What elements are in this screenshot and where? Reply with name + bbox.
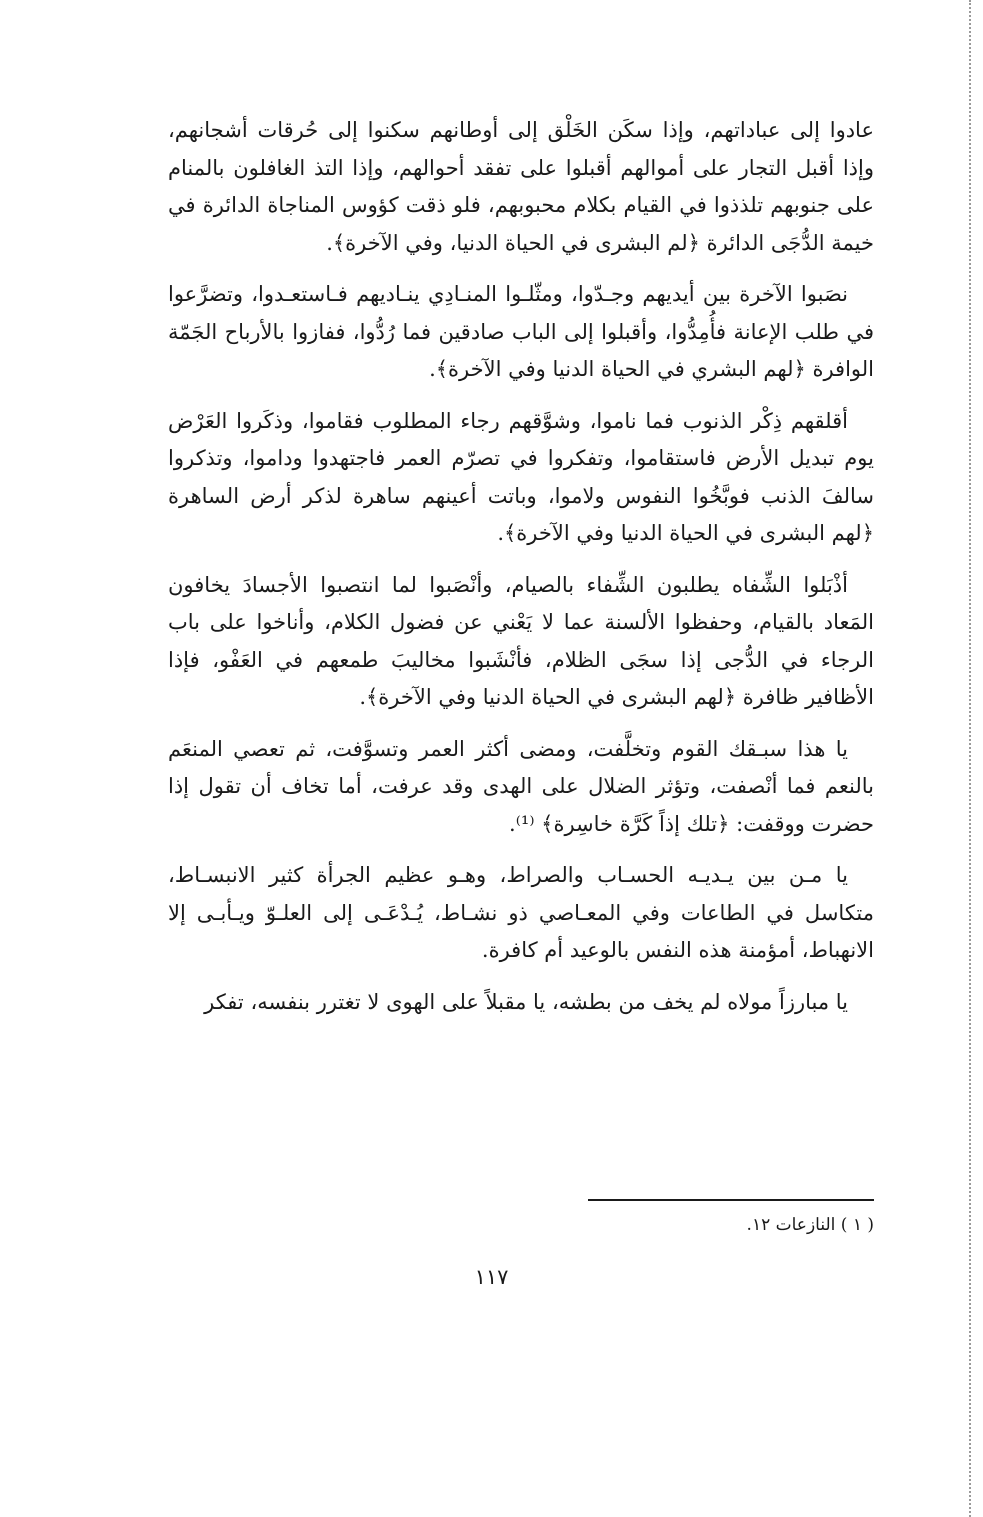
paragraph-1: عادوا إلى عباداتهم، وإذا سكَن الخَلْق إلى أوطانهم سكنوا إلى حُرقات أشجانهم، وإذا أقبل التجار على أموالهم أقبلوا على تفقد أحوالهم، وإذا التذ الغافلون بالمنام على جنوبهم تلذذوا في القيام بكلام محبوبهم، فلو ذقت كؤوس المناجاة الدائرة في خيمة الدُّجَى الدائرة ﴿لم البشرى في الحياة الدنيا، وفي الآخرة﴾.: [168, 118, 874, 255]
paragraph-6: يا مـن بين يـديـه الحسـاب والصراط، وهـو عظيم الجرأة كثير الانبسـاط، متكاسل في الطاعات وفي المعـاصي ذو نشـاط، يُـدْعَـى إلى العلـوّ ويـأبـى إلا الانهباط، أمؤمنة هذه النفس بالوعيد أم كافرة.: [168, 863, 874, 962]
main-text: [168, 112, 874, 1035]
paragraph-5: يا هذا سبـقك القوم وتخلَّفت، ومضى أكثر العمر وتسوَّفت، ثم تعصي المنعَم بالنعم فما أنْصفت، وتؤثر الضلال على الهدى وقد عرفت، أما تخاف أن تقول إذا حضرت ووقفت: ﴿تلك إذاً كَرَّة خاسِرة﴾ ⁽¹⁾.: [168, 736, 874, 836]
paragraph-2: نصَبوا الآخرة بين أيديهم وجـدّوا، ومثّلـوا المنـادِي ينـاديهم فـاستعـدوا، وتضرَّعوا في طلب الإعانة فأُمِدُّوا، وأقبلوا إلى الباب صادقين فما رُدُّوا، ففازوا بالأرباح الجَمّة الوافرة ﴿لهم البشري في الحياة الدنيا وفي الآخرة﴾.: [168, 282, 874, 381]
footnote: ( ١ ) النازعات ١٢.: [746, 1215, 874, 1235]
paragraph-7: يا مبارزاً مولاه لم يخف من بطشه، يا مقبلاً على الهوى لا تغترر بنفسه، تفكر: [204, 989, 848, 1014]
footnote-separator: [588, 1199, 874, 1201]
paragraph-3: أقلقهم ذِكْر الذنوب فما ناموا، وشوَّقهم رجاء المطلوب فقاموا، وذكَروا العَرْض يوم تبديل الأرض فاستقاموا، وتفكروا في تصرّم العمر فاجتهدوا وداموا، وتذكروا سالفَ الذنب فوبَّخُوا النفوس ولاموا، وباتت أعينهم ساهرة لذكر أرض الساهرة ﴿لهم البشرى في الحياة الدنيا وفي الآخرة﴾.: [168, 408, 874, 545]
paragraph-4: أذْبَلوا الشِّفاه يطلبون الشِّفاء بالصيام، وأنْصَبوا لما انتصبوا الأجسادَ يخافون المَعاد بالقيام، وحفظوا الألسنة عما لا يَعْني عن فضول الكلام، وأناخوا على باب الرجاء في الدُّجى إذا سجَى الظلام، فأنْشَبوا مخاليبَ طمعهم في العَفْو، فإذا الأظافير ظافرة ﴿لهم البشرى في الحياة الدنيا وفي الآخرة﴾.: [168, 572, 874, 709]
page-number: ١١٧: [474, 1265, 509, 1289]
